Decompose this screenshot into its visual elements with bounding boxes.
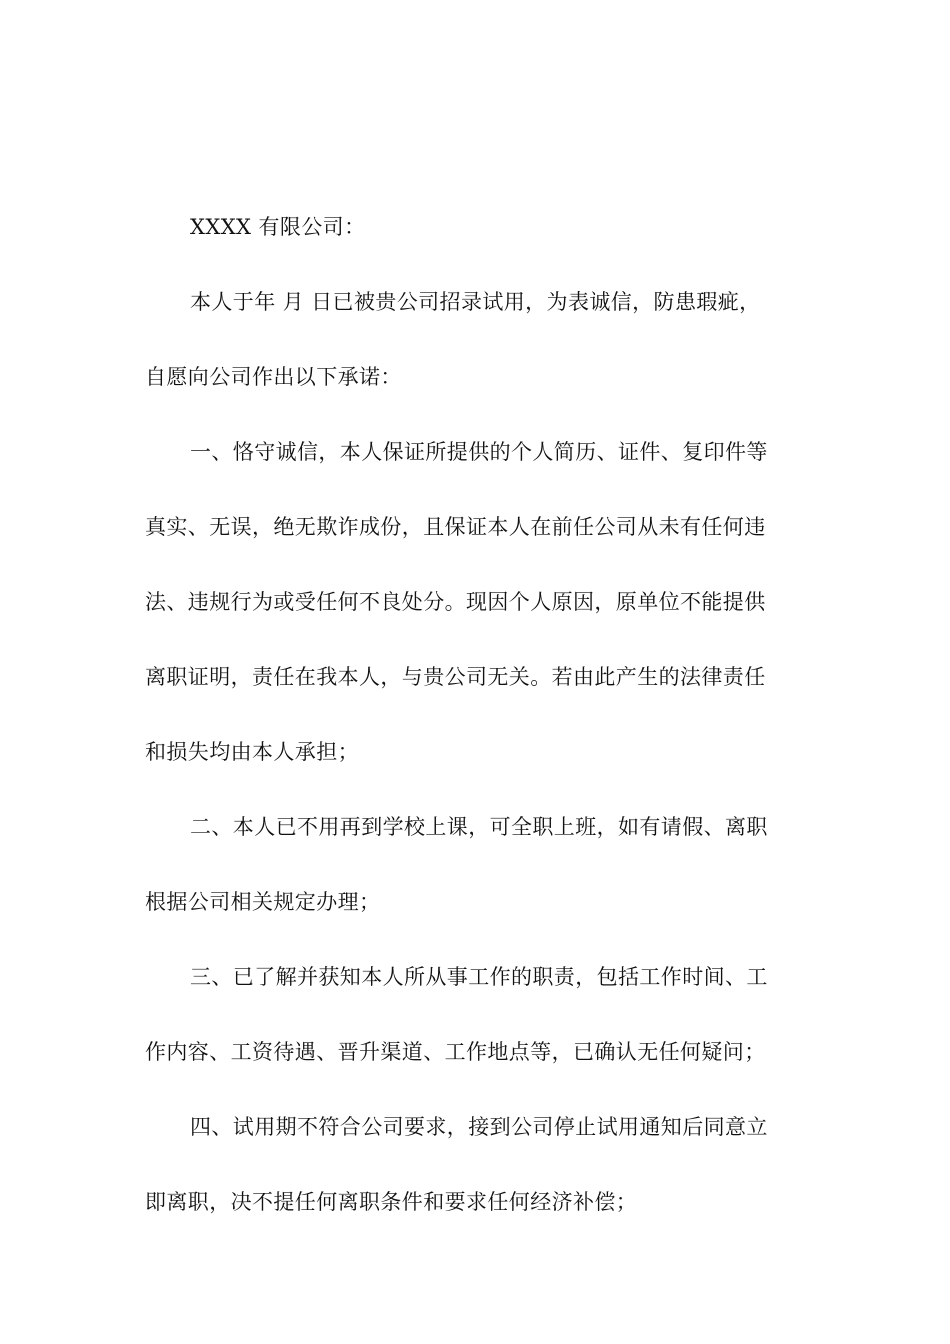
clause-1-line-2: 真实、无误，绝无欺诈成份，且保证本人在前任公司从未有任何违 [145,515,766,539]
clause-3-line-1: 三、已了解并获知本人所从事工作的职责，包括工作时间、工 [190,965,768,989]
clause-1-line-5: 和损失均由本人承担； [145,740,359,764]
clause-1-line-1: 一、恪守诚信，本人保证所提供的个人简历、证件、复印件等 [190,440,768,464]
clause-4-line-2: 即离职，决不提任何离职条件和要求任何经济补偿； [145,1190,638,1214]
paragraph-intro-line-2: 自愿向公司作出以下承诺： [145,365,402,389]
clause-1-line-4: 离职证明，责任在我本人，与贵公司无关。若由此产生的法律责任 [145,665,766,689]
clause-1-line-3: 法、违规行为或受任何不良处分。现因个人原因，原单位不能提供 [145,590,766,614]
clause-4-line-1: 四、试用期不符合公司要求，接到公司停止试用通知后同意立 [190,1115,768,1139]
paragraph-intro-line-1: 本人于年 月 日已被贵公司招录试用，为表诚信，防患瑕疵， [190,290,761,314]
clause-2-line-1: 二、本人已不用再到学校上课，可全职上班，如有请假、离职 [190,815,768,839]
clause-2-line-2: 根据公司相关规定办理； [145,890,381,914]
clause-3-line-2: 作内容、工资待遇、晋升渠道、工作地点等，已确认无任何疑问； [145,1040,766,1064]
salutation: XXXX 有限公司： [190,215,366,239]
